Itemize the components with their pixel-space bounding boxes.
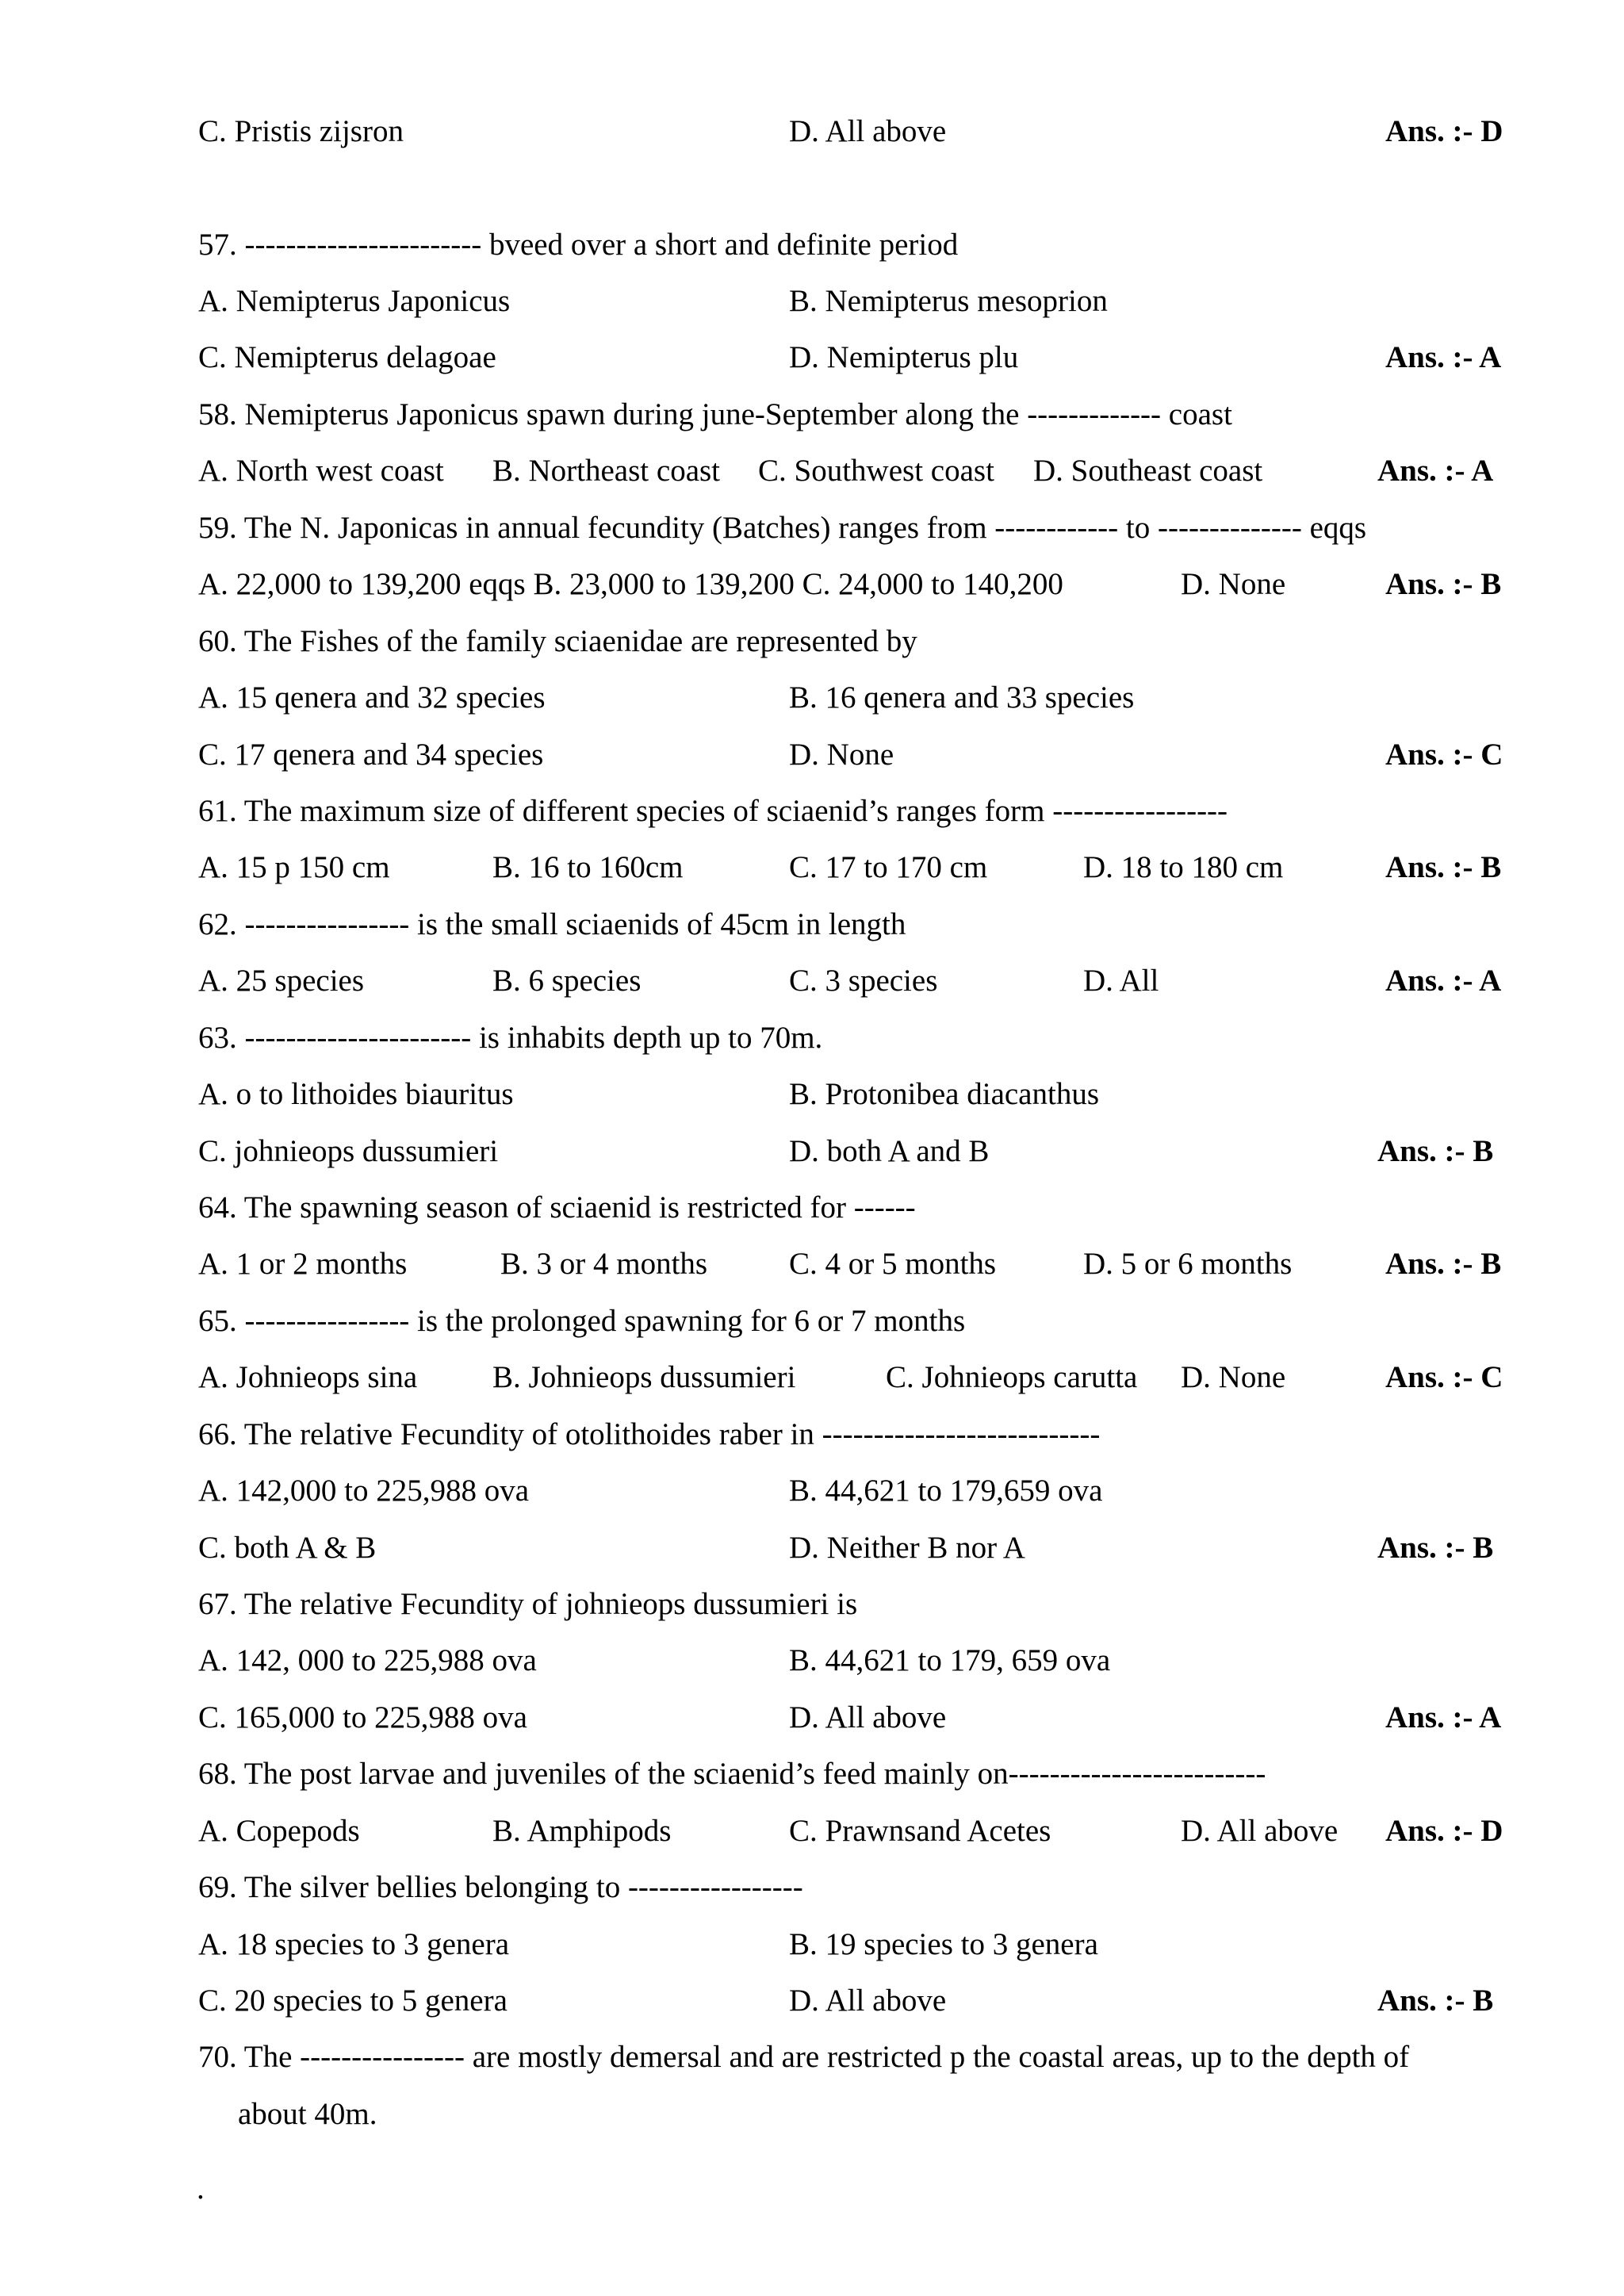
line-text: D. None	[1181, 567, 1286, 601]
line-text: .	[197, 2171, 205, 2206]
document-line	[0, 103, 1624, 160]
line-text: A. 15 qenera and 32 species	[198, 680, 546, 715]
document-line	[0, 1520, 1624, 1577]
line-text: D. both A and B	[789, 1134, 990, 1168]
answer-key: Ans. :- B	[1385, 850, 1502, 884]
line-text: D. Neither B nor A	[789, 1531, 1025, 1565]
document-line	[0, 1066, 1624, 1123]
line-text: 66. The relative Fecundity of otolithoides raber in ---------------------------	[198, 1417, 1101, 1451]
answer-key: Ans. :- C	[1385, 738, 1503, 772]
line-text: C. Johnieops carutta	[886, 1360, 1138, 1394]
document-line	[0, 613, 1624, 670]
answer-key: Ans. :- A	[1385, 340, 1502, 374]
line-text: B. 44,621 to 179, 659 ova	[789, 1643, 1111, 1677]
document-line	[0, 2086, 1624, 2143]
line-text: 70. The ---------------- are mostly demersal and are restricted p the coastal areas, up to the depth of	[198, 2040, 1410, 2074]
line-text: 69. The silver bellies belonging to -----------------	[198, 1870, 803, 1904]
line-text: 67. The relative Fecundity of johnieops dussumieri is	[198, 1587, 858, 1621]
line-text: C. johnieops dussumieri	[198, 1134, 499, 1168]
line-text: D. None	[1181, 1360, 1286, 1394]
document-line	[0, 1803, 1624, 1860]
answer-key: Ans. :- B	[1377, 1134, 1494, 1168]
line-text: B. 6 species	[492, 964, 642, 998]
answer-key: Ans. :- A	[1377, 454, 1494, 488]
line-text: 58. Nemipterus Japonicus spawn during june-September along the ------------- coast	[198, 397, 1232, 431]
line-text: C. 165,000 to 225,988 ova	[198, 1700, 527, 1734]
document-line	[0, 1349, 1624, 1406]
document-line	[0, 1179, 1624, 1236]
line-text: 59. The N. Japonicas in annual fecundity (Batches) ranges from ------------ to -------------- eqqs	[198, 511, 1367, 545]
document-line	[0, 896, 1624, 953]
answer-key: Ans. :- A	[1385, 1700, 1502, 1734]
document-line	[0, 1462, 1624, 1520]
line-text: B. Northeast coast	[492, 454, 721, 488]
line-text: C. Nemipterus delagoae	[198, 340, 496, 374]
line-text: C. 20 species to 5 genera	[198, 1984, 508, 2018]
line-text: C. 3 species	[789, 964, 938, 998]
document-line	[0, 1406, 1624, 1463]
line-text: D. 5 or 6 months	[1083, 1247, 1293, 1281]
document-line	[0, 1972, 1624, 2030]
line-text: B. Johnieops dussumieri	[492, 1360, 796, 1394]
answer-key: Ans. :- D	[1385, 1814, 1503, 1848]
line-text: A. North west coast	[198, 454, 444, 488]
document-line	[0, 953, 1624, 1010]
line-text: A. 142,000 to 225,988 ova	[198, 1474, 530, 1508]
line-text: C. 4 or 5 months	[789, 1247, 997, 1281]
line-text: C. Southwest coast	[758, 454, 994, 488]
line-text: B. Nemipterus mesoprion	[789, 284, 1108, 318]
answer-key: Ans. :- A	[1385, 964, 1502, 998]
line-text: B. 44,621 to 179,659 ova	[789, 1474, 1103, 1508]
document-line	[0, 1236, 1624, 1293]
document-line	[0, 1859, 1624, 1916]
line-text: A. Copepods	[198, 1814, 360, 1848]
answer-key: Ans. :- D	[1385, 114, 1503, 148]
line-text: D. All above	[789, 114, 947, 148]
document-line	[0, 839, 1624, 896]
line-text: C. Pristis zijsron	[198, 114, 404, 148]
line-text: A. Johnieops sina	[198, 1360, 418, 1394]
line-text: C. 17 qenera and 34 species	[198, 738, 544, 772]
line-text: C. both A & B	[198, 1531, 377, 1565]
document-line	[0, 1123, 1624, 1180]
line-text: B. Protonibea diacanthus	[789, 1077, 1100, 1111]
line-text: 57. ----------------------- bveed over a short and definite period	[198, 228, 959, 262]
document-line	[0, 443, 1624, 500]
document-line	[0, 500, 1624, 557]
document-line	[0, 386, 1624, 443]
document-line	[0, 1293, 1624, 1350]
answer-key: Ans. :- B	[1385, 567, 1502, 601]
line-text: 65. ---------------- is the prolonged spawning for 6 or 7 months	[198, 1304, 966, 1338]
line-text: D. Nemipterus plu	[789, 340, 1019, 374]
answer-key: Ans. :- B	[1385, 1247, 1502, 1281]
answer-key: Ans. :- B	[1377, 1531, 1494, 1565]
answer-key: Ans. :- C	[1385, 1360, 1503, 1394]
document-line	[0, 1576, 1624, 1633]
document-line	[0, 669, 1624, 726]
document-line	[0, 2160, 1624, 2217]
document-line	[0, 1010, 1624, 1067]
document-line	[0, 1916, 1624, 1973]
line-text: D. Southeast coast	[1033, 454, 1263, 488]
line-text: A. 18 species to 3 genera	[198, 1927, 510, 1961]
line-text: A. 1 or 2 months	[198, 1247, 408, 1281]
line-text: 68. The post larvae and juveniles of the sciaenid’s feed mainly on-------------------------	[198, 1757, 1266, 1791]
line-text: A. 25 species	[198, 964, 365, 998]
line-text: A. 142, 000 to 225,988 ova	[198, 1643, 537, 1677]
answer-key: Ans. :- B	[1377, 1984, 1494, 2018]
line-text: D. None	[789, 738, 894, 772]
line-text: A. Nemipterus Japonicus	[198, 284, 511, 318]
document-line	[0, 1746, 1624, 1803]
line-text: 61. The maximum size of different species of sciaenid’s ranges form -----------------	[198, 794, 1228, 828]
line-text: B. 3 or 4 months	[500, 1247, 708, 1281]
document-line	[0, 2029, 1624, 2086]
line-text: A. 22,000 to 139,200 eqqs B. 23,000 to 139,200 C. 24,000 to 140,200	[198, 567, 1063, 601]
document-line	[0, 329, 1624, 386]
line-text: B. 19 species to 3 genera	[789, 1927, 1098, 1961]
document-line	[0, 217, 1624, 274]
line-text: D. All above	[789, 1984, 947, 2018]
line-text: C. Prawnsand Acetes	[789, 1814, 1051, 1848]
document-line	[0, 556, 1624, 613]
line-text: B. 16 qenera and 33 species	[789, 680, 1135, 715]
line-text: B. Amphipods	[492, 1814, 672, 1848]
line-text: 64. The spawning season of sciaenid is restricted for ------	[198, 1190, 916, 1225]
line-text: 60. The Fishes of the family sciaenidae are represented by	[198, 624, 917, 658]
document-line	[0, 783, 1624, 840]
line-text: 63. ---------------------- is inhabits depth up to 70m.	[198, 1021, 823, 1055]
line-text: D. All above	[1181, 1814, 1339, 1848]
document-line	[0, 273, 1624, 330]
line-text: B. 16 to 160cm	[492, 850, 684, 884]
line-text: about 40m.	[238, 2097, 377, 2131]
line-text: D. All	[1083, 964, 1159, 998]
line-text: 62. ---------------- is the small sciaenids of 45cm in length	[198, 907, 906, 941]
line-text: D. 18 to 180 cm	[1083, 850, 1284, 884]
line-text: A. 15 p 150 cm	[198, 850, 390, 884]
line-text: A. o to lithoides biauritus	[198, 1077, 514, 1111]
document-line	[0, 726, 1624, 784]
line-text: C. 17 to 170 cm	[789, 850, 988, 884]
document-line	[0, 1632, 1624, 1689]
document-line	[0, 1689, 1624, 1746]
line-text: D. All above	[789, 1700, 947, 1734]
